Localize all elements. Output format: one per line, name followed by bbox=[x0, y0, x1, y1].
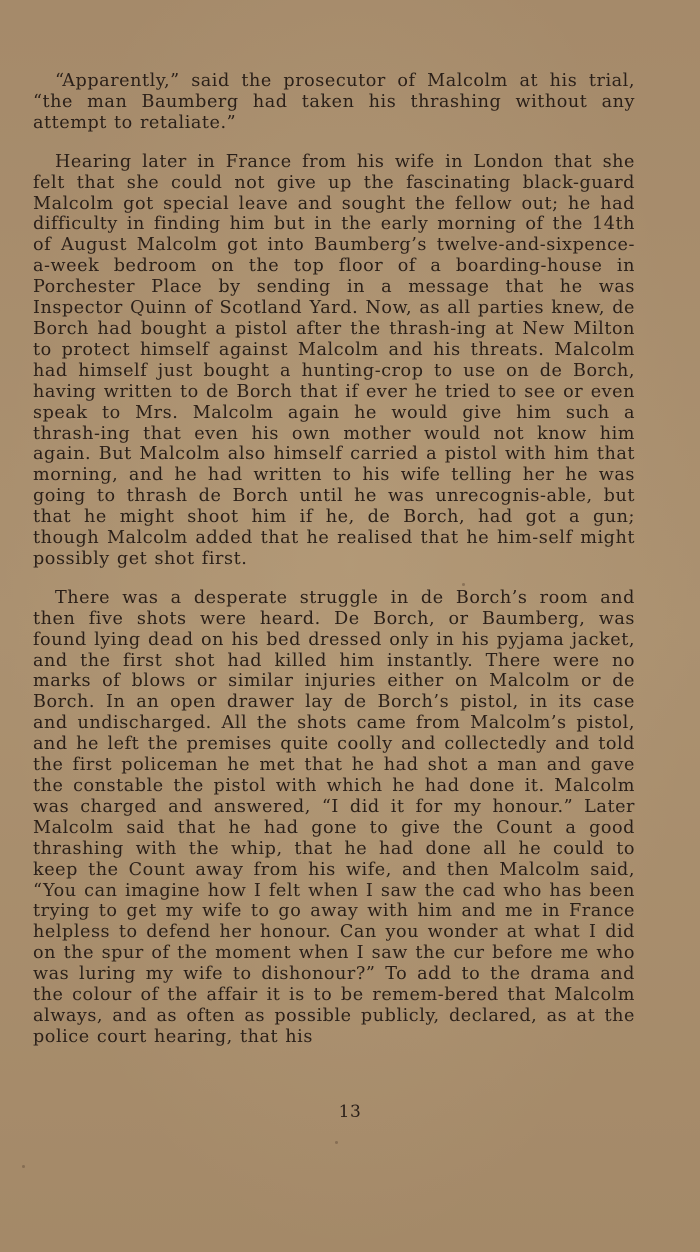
paper-speck bbox=[22, 1165, 25, 1168]
paper-speck bbox=[335, 1141, 338, 1144]
paragraph-desperate-struggle: There was a desperate struggle in de Borch’s room and then five shots were heard. De Borch, or Baumberg, was found lying dead on his bed dressed only in his pyjama jacket, and the first shot had killed him instantly. There were no marks of blows or similar injuries either on Malcolm or de Borch. In an open drawer lay de Borch’s pistol, in its case and undischarged. All the shots came from Malcolm’s pistol, and he left the premises quite coolly and collectedly and told the first policeman he met that he had shot a man and gave the constable the pistol with which he had done it. Malcolm was charged and answered, “I did it for my honour.” Later Malcolm said that he had gone to give the Count a good thrashing with the whip, that he had done all he could to keep the Count away from his wife, and then Malcolm said, “You can imagine how I felt when I saw the cad who has been trying to get my wife to go away with him and me in France helpless to defend her honour. Can you wonder at what I did on the spur of the moment when I saw the cur before me who was luring my wife to dishonour?” To add to the drama and the colour of the affair it is to be remem-bered that Malcolm always, and as often as possible publicly, declared, as at the police court hearing, that his bbox=[33, 587, 635, 1047]
paragraph-prosecutor-quote: “Apparently,” said the prosecutor of Malcolm at his trial, “the man Baumberg had taken his thrashing without any attempt to retaliate.” bbox=[33, 71, 635, 133]
paper-speck bbox=[462, 583, 465, 586]
page-body bbox=[33, 71, 635, 1048]
page-number: 13 bbox=[338, 1102, 362, 1122]
paragraph-hearing-later: Hearing later in France from his wife in London that she felt that she could not give up the fascinating black-guard Malcolm got special leave and sought the fellow out; he had difficulty in finding him but in the early morning of the 14th of August Malcolm got into Baumberg’s twelve-and-sixpence-a-week bedroom on the top floor of a boarding-house in Porchester Place by sending in a message that he was Inspector Quinn of Scotland Yard. Now, as all parties knew, de Borch had bought a pistol after the thrash-ing at New Milton to protect himself against Malcolm and his threats. Malcolm had himself just bought a hunting-crop to use on de Borch, having written to de Borch that if ever he tried to see or even speak to Mrs. Malcolm again he would give him such a thrash-ing that even his own mother would not know him again. But Malcolm also himself carried a pistol with him that morning, and he had written to his wife telling her he was going to thrash de Borch until he was unrecognis-able, but that he might shoot him if he, de Borch, had got a gun; though Malcolm added that he realised that he him-self might possibly get shot first. bbox=[33, 151, 635, 569]
